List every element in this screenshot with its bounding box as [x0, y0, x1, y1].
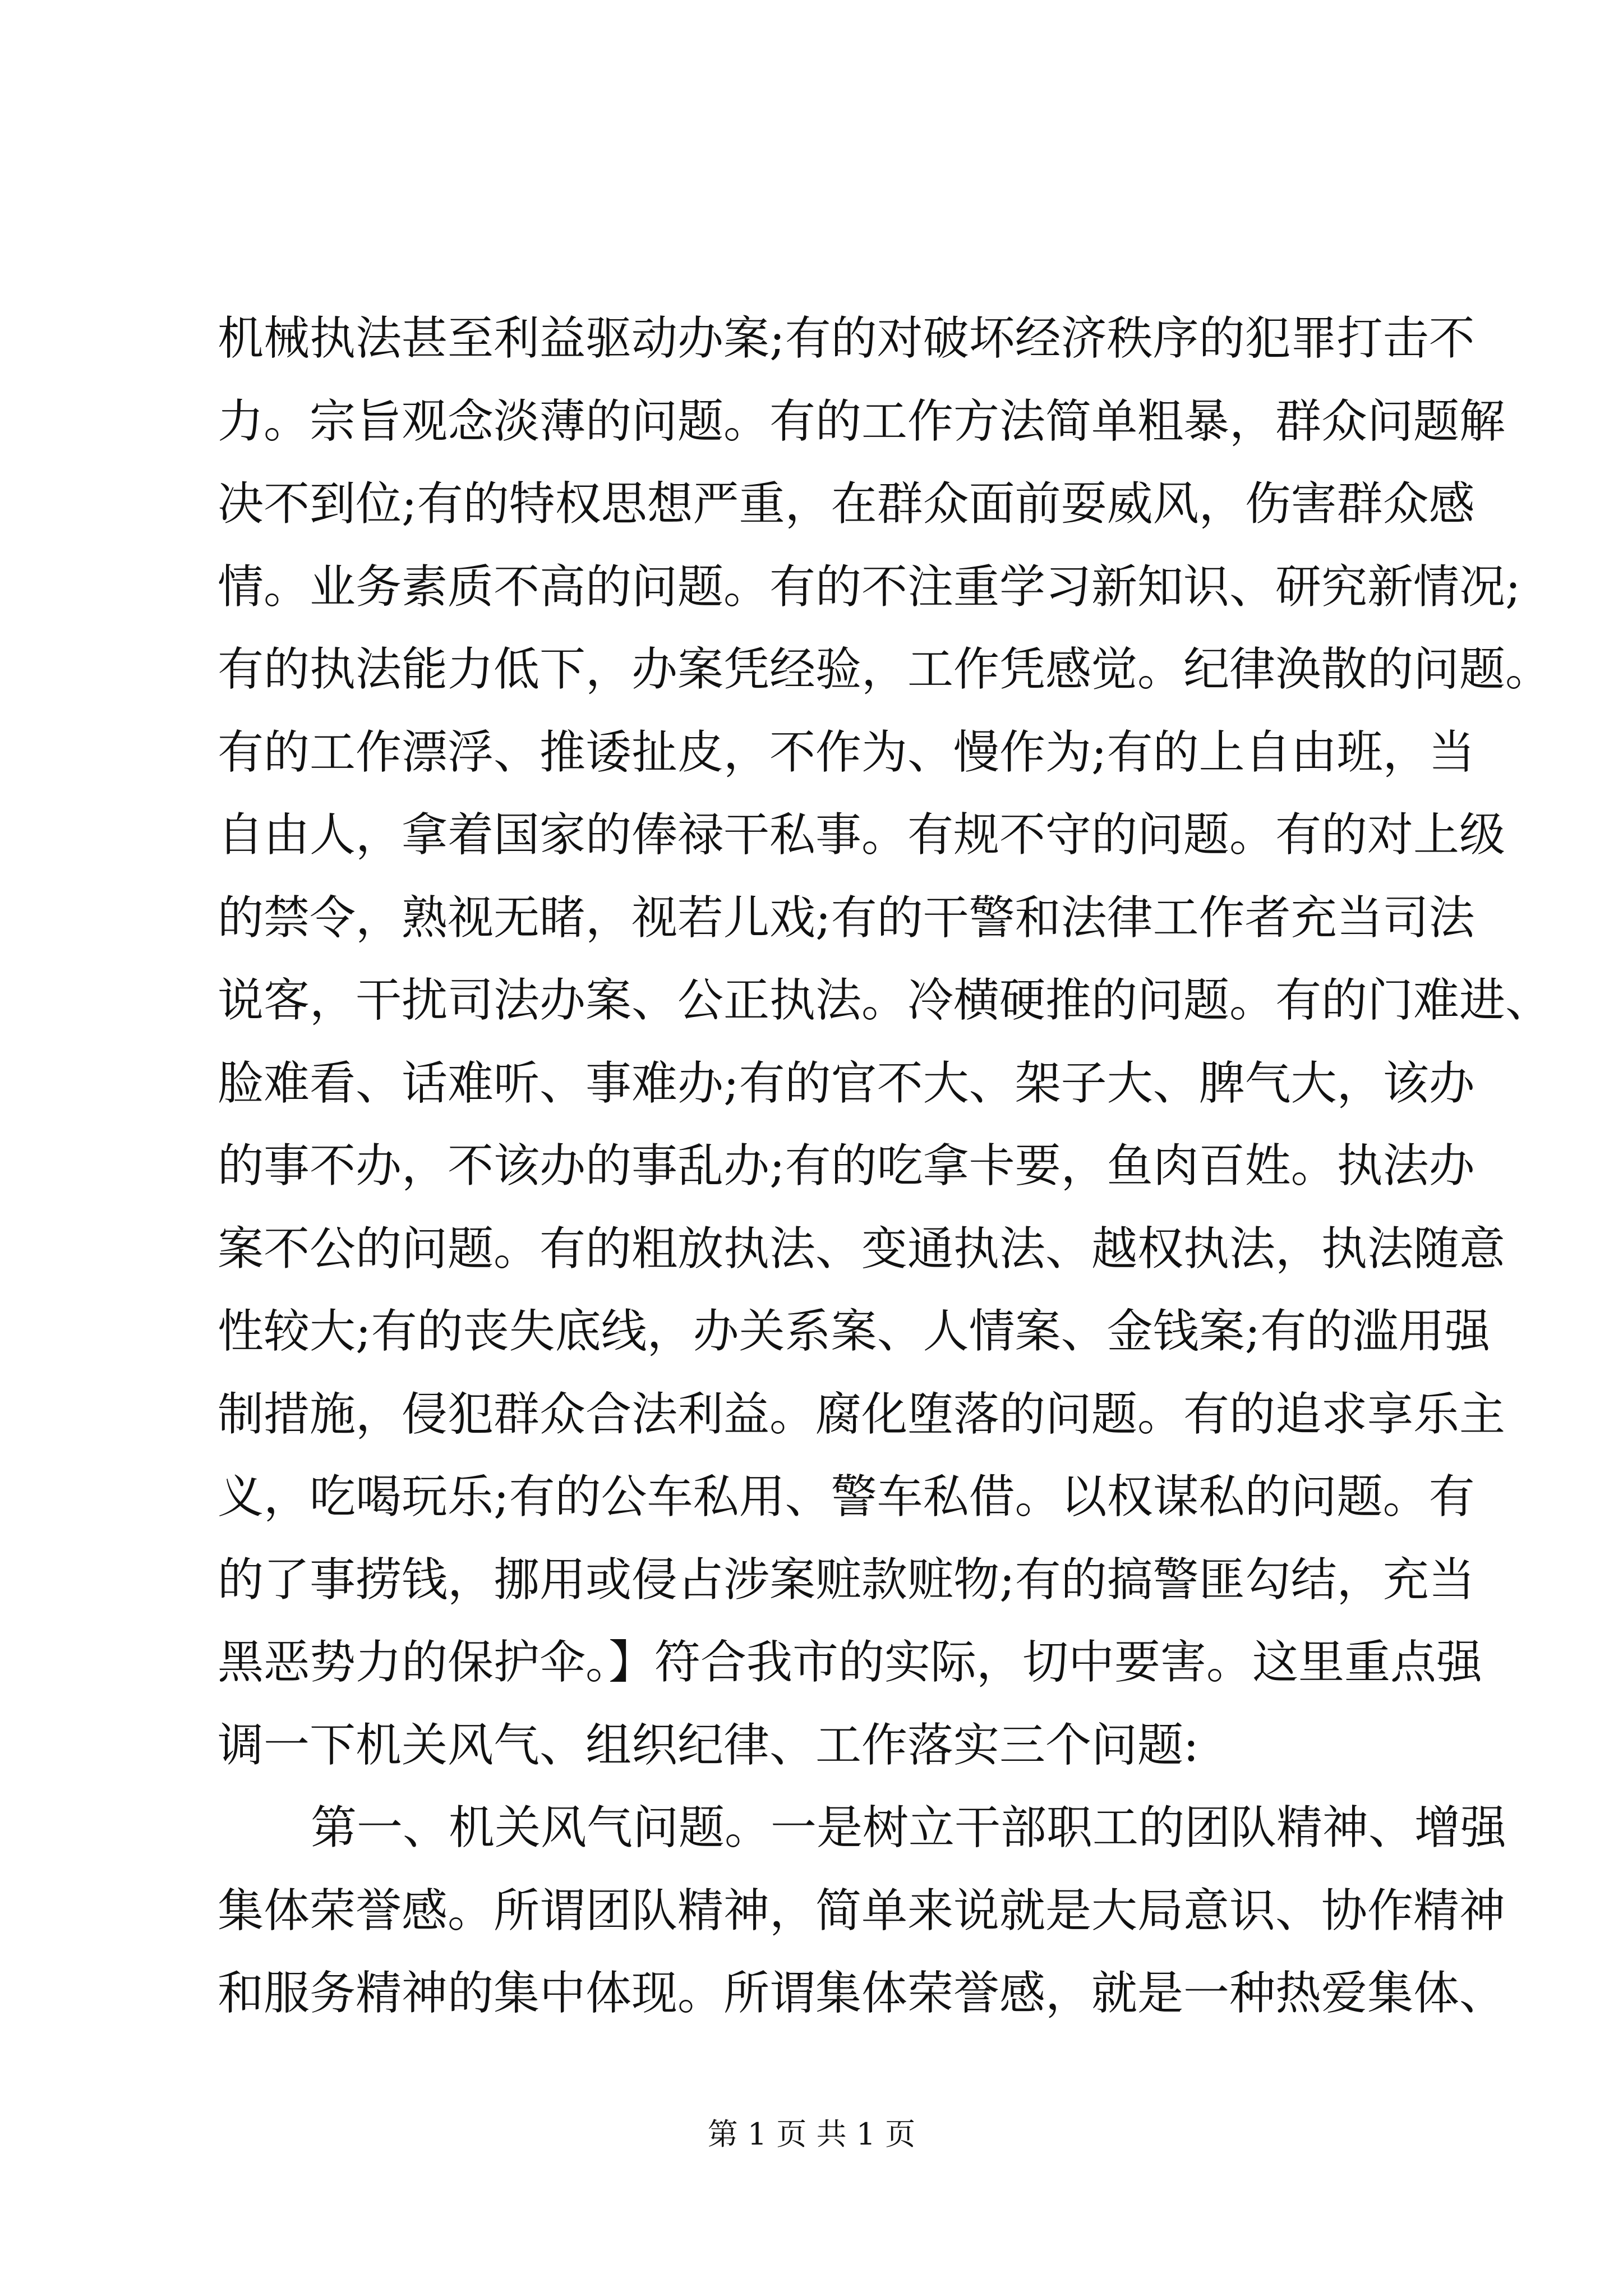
text-line: 性较大;有的丧失底线，办关系案、人情案、金钱案;有的滥用强 — [218, 1305, 1491, 1358]
text-line: 和服务精神的集中体现。所谓集体荣誉感，就是一种热爱集体、 — [218, 1967, 1506, 2020]
text-line: 脸难看、话难听、事难办;有的官不大、架子大、脾气大，该办 — [218, 1056, 1475, 1110]
text-line: 集体荣誉感。所谓团队精神，简单来说就是大局意识、协作精神 — [218, 1884, 1506, 1938]
text-line: 决不到位;有的特权思想严重，在群众面前耍威风，伤害群众感 — [218, 477, 1475, 531]
body-text — [218, 297, 1552, 2035]
paragraph-start-line: 第一、机关风气问题。一是树立干部职工的团队精神、增强 — [311, 1801, 1507, 1855]
text-line: 的事不办，不该办的事乱办;有的吃拿卡要，鱼肉百姓。执法办 — [218, 1139, 1475, 1193]
text-line: 力。宗旨观念淡薄的问题。有的工作方法简单粗暴，群众问题解 — [218, 394, 1506, 448]
text-line: 说客，干扰司法办案、公正执法。冷横硬推的问题。有的门难进、 — [218, 974, 1552, 1027]
text-line: 黑恶势力的保护伞。】符合我市的实际，切中要害。这里重点强 — [218, 1636, 1483, 1689]
text-line: 机械执法甚至利益驱动办案;有的对破坏经济秩序的犯罪打击不 — [218, 312, 1475, 365]
text-line: 有的工作漂浮、推诿扯皮，不作为、慢作为;有的上自由班，当 — [218, 725, 1475, 779]
text-line: 情。业务素质不高的问题。有的不注重学习新知识、研究新情况; — [218, 560, 1521, 614]
text-line: 自由人，拿着国家的俸禄干私事。有规不守的问题。有的对上级 — [218, 808, 1506, 862]
text-line: 制措施，侵犯群众合法利益。腐化堕落的问题。有的追求享乐主 — [218, 1387, 1506, 1441]
text-line: 义，吃喝玩乐;有的公车私用、警车私借。以权谋私的问题。有 — [218, 1470, 1475, 1524]
page-number-label: 第 1 页 共 1 页 — [707, 2116, 916, 2152]
text-line: 的禁令，熟视无睹，视若儿戏;有的干警和法律工作者充当司法 — [218, 891, 1475, 945]
text-line: 有的执法能力低下，办案凭经验，工作凭感觉。纪律涣散的问题。 — [218, 643, 1552, 696]
text-line: 调一下机关风气、组织纪律、工作落实三个问题: — [218, 1718, 1199, 1772]
text-line: 的了事捞钱，挪用或侵占涉案赃款赃物;有的搞警匪勾结，充当 — [218, 1553, 1475, 1607]
text-line: 案不公的问题。有的粗放执法、变通执法、越权执法，执法随意 — [218, 1222, 1506, 1276]
page-footer — [0, 2115, 1623, 2154]
